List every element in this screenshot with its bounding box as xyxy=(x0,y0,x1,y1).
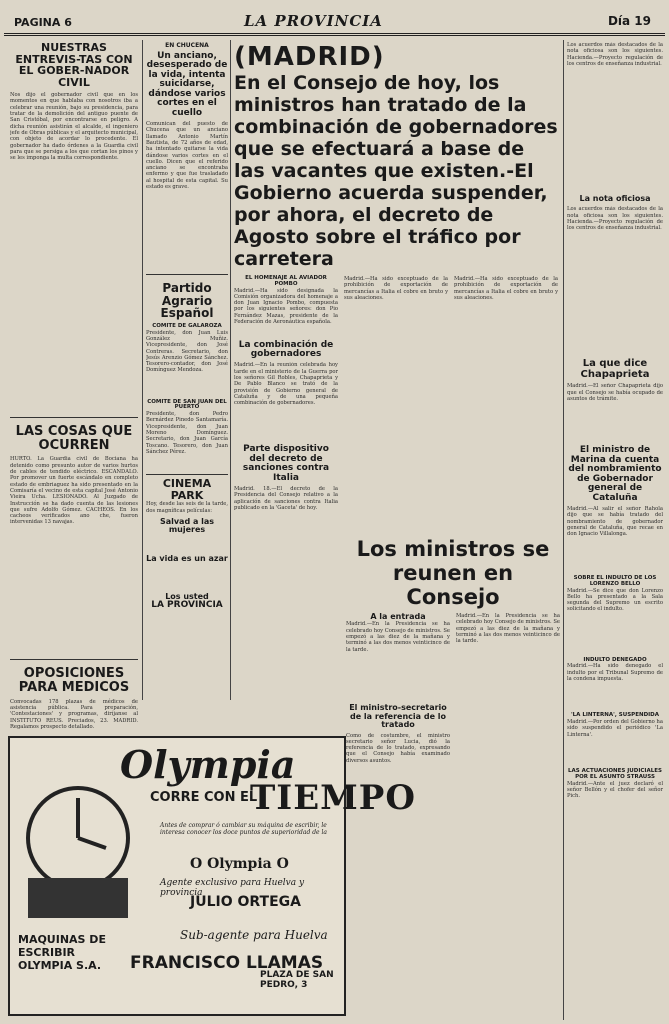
kicker: EN CHUCENA xyxy=(165,42,209,49)
ad-agent-name: JULIO ORTEGA xyxy=(190,894,301,910)
ad-logo-text: O Olympia O xyxy=(190,856,289,872)
article-body: Madrid. 18.—El decreto de la Presidencia del Consejo relativo a la aplicación de sanciones contra Italia publicado en la 'Gaceta' de hoy. xyxy=(234,486,338,512)
column-1 xyxy=(10,42,138,732)
column-2 xyxy=(146,42,228,732)
article-body: Los acuerdos más destacados de la nota oficiosa son los siguientes. Hacienda.—Proyecto regulación de los centros de enseñanza industrial. xyxy=(567,42,663,67)
article-body: Madrid.—Se dice que don Lorenzo Bello ha presentado a la Sala segunda del Supremo un escrito solicitando el indulto. xyxy=(567,587,663,613)
main-headline: En el Consejo de hoy, los ministros han tratado de la combinación de gobernadores que se efectuará a base de las vacantes que existen.-El Gobierno acuerda suspender, por ahora, el decreto de Agosto sobre el tráfico por carretera xyxy=(234,72,558,270)
column-rule xyxy=(230,40,231,700)
subhead: COMITE DE SAN JUAN DEL PUERTO xyxy=(147,398,227,411)
article-body: Como de costumbre, el ministro secretario señor Lucia, dió la referencia de lo tratado, expresando que el Consejo había examinado diversos asuntos. xyxy=(346,732,450,764)
article-body: Madrid.—En la Presidencia se ha celebrado hoy Consejo de ministros. Se empezó a las diez de la mañana y terminó a las dos menos veinticinco de la tarde. xyxy=(456,613,560,645)
section-title: (MADRID) xyxy=(234,42,385,72)
subhead: INDULTO DENEGADO xyxy=(583,656,647,663)
film-title: LA PROVINCIA xyxy=(151,600,223,611)
ad-text: Hoy, desde las seis de la tarde, dos magníficas películas: xyxy=(146,501,228,514)
page-number: PAGINA 6 xyxy=(14,16,72,29)
subhead: LAS ACTUACIONES JUDICIALES POR EL ASUNTO STRAUSS xyxy=(568,768,662,780)
film-title: Salvad a las mujeres xyxy=(159,516,215,535)
subhead: COMITE DE GALAROZA xyxy=(152,322,222,329)
ad-subagent: Sub-agente para Huelva xyxy=(180,928,328,942)
ad-text: Antes de comprar ó cambiar su máquina de escribir, le interesa conocer los doce puntos de superioridad de la xyxy=(160,822,328,836)
film-title: La vida es un azar xyxy=(146,553,228,563)
article-body: HURTO. La Guardia civil de Bociana ha detenido como presunto autor de varios hurtos de cables de tendido eléctrico. ESCANDALO. Por promover un fuerte escándalo en completo estado de embriaguez ha sido presentado en la Comisaría el vecino de esta capital José Antonio Vieira Ucha. LESIONADO. Al Juzgado de Instrucción se ha dado cuenta de las lesiones que sufre Adolfo Gómez. CACHEOS. En los cacheos verificados ano che, fueron intervenidas 13 navajas. xyxy=(10,456,138,526)
ad-address: PLAZA DE SAN PEDRO, 3 xyxy=(260,970,334,990)
column-rule xyxy=(563,40,564,1020)
subhead: A la entrada xyxy=(370,612,426,621)
column-4 xyxy=(567,42,663,1022)
article-body: Presidente, don Juan Luis González Muñiz. Vicepresidente, don José Contreras. Secretario, don Jesús Arenzio Gómez Sánchez. Tesorero-contador, don José Domínguez Mendoza. xyxy=(146,329,228,374)
date-label: Día 19 xyxy=(607,14,651,28)
article-headline: OPOSICIONES PARA MEDICOS xyxy=(18,666,130,696)
masthead: LA PROVINCIA xyxy=(244,12,383,30)
ad-company: MAQUINAS DE ESCRIBIR OLYMPIA S.A. xyxy=(18,933,106,972)
main-article-columns xyxy=(234,276,560,546)
subhead: Parte dispositivo del decreto de sanciones contra Italia xyxy=(242,444,330,483)
ad-tagline: CORRE CON EL xyxy=(150,790,258,805)
article-headline: El ministro de Marina da cuenta del nombramiento de Gobernador general de Cataluña xyxy=(568,445,662,503)
film-title: Los usted xyxy=(165,592,209,601)
article-body: Madrid.—En la reunión celebrada hoy tarde en el ministerio de la Guerra por los señores Gil Robles, Chapaprieta y De Pablo Blanco se trató de la provisión de Gobierno general de Cataluña y de una pequeña combinación de gobernadores. xyxy=(234,362,338,407)
article-body: Nos dijo el gobernador civil que en los momentos en que hablaba con nosotros iba a celebrar una reunión, bajo su presidencia, para tratar de la demolición del antiguo puente de San Cristóbal, por encontrarse en peligro. A dicha reunión asistirán el alcalde, el ingeniero jefe de Obras públicas y el arquitecto municipal, con objeto de acordar lo procedente. El gobernador ha dado órdenes a la Guardia civil para que se persiga a los que cortan los pinos y se les imponga la multa correspondiente. xyxy=(10,92,138,162)
consejo-article xyxy=(346,537,560,764)
article-headline: NUESTRAS ENTREVIS-TAS CON EL GOBER-NADOR CIVIL xyxy=(15,42,133,89)
page-header xyxy=(4,8,665,36)
cinema-ad xyxy=(146,474,228,611)
ad-subagent-name: FRANCISCO LLAMAS xyxy=(130,953,324,973)
article-body: Madrid.—Ha sido designada la Comisión organizadora del homenaje a don Juan Ignacio Pombo, compuesta por los siguientes señores: don Pio Fernández Mazas, presidente de la Federación de Aeronáutica española. xyxy=(234,287,338,326)
article-body: Convocadas 178 plazas de médicos de asistencia pública. Para preparación, 'Contestaciones' y programas, diríjanse al INSTITUTO REUS. Preciados, 23. MADRID. Regalamos prospecto detallado. xyxy=(10,698,138,730)
ad-agent: Agente exclusivo para Huelva y provincia xyxy=(160,878,305,898)
subhead: SOBRE EL INDULTO DE LOS LORENZO BELLO xyxy=(573,575,657,587)
article-body: Madrid.—Ha sido exceptuado de la prohibición de exportación de mercancías a Italia el cobre en bruto y sus aleaciones. xyxy=(454,276,558,301)
subhead: La combinación de gobernadores xyxy=(238,339,334,359)
column-rule xyxy=(142,40,143,700)
typewriter-icon xyxy=(18,778,138,928)
ad-title: CINEMA PARK xyxy=(162,477,212,502)
ad-brand: Olympia xyxy=(120,742,296,787)
article-body: Madrid.—Al salir el señor Rahola dijo que se había tratado del nombramiento de gobernador general de Cataluña, que recae en don Ignacio Villalonga. xyxy=(567,506,663,538)
subhead: EL HOMENAJE AL AVIADOR POMBO xyxy=(245,275,327,287)
article-body: Madrid.—Ha sido exceptuado de la prohibición de exportación de mercancías a Italia el cobre en bruto y sus aleaciones. xyxy=(344,276,448,301)
article-headline: Un anciano, desesperado de la vida, intenta suicidarse, dándose varios cortes en el cuello xyxy=(146,51,228,118)
article-body: Presidente, don Pedro Bernárdez Pinedo Santamaría. Vicepresidente, don Juan Moreno Domínguez. Secretario, don Juan García Toscano. Tesorero, don Juan Sánchez Pérez. xyxy=(146,411,228,455)
article-body: Madrid.—Ante el juez declaró el señor Bellón y el chofer del señor Pich. xyxy=(567,780,663,800)
article-headline: LAS COSAS QUE OCURREN xyxy=(15,424,133,453)
article-body: Madrid.—El señor Chapaprieta dijo que el Consejo se había ocupado de asuntos de trámite. xyxy=(567,383,663,402)
subhead: 'LA LINTERNA', SUSPENDIDA xyxy=(570,712,660,719)
article-body: Los acuerdos más destacados de la nota oficiosa son los siguientes. Hacienda.—Proyecto regulación de los centros de enseñanza industrial. xyxy=(567,206,663,232)
subhead: El ministro-secretario de la referencia de lo tratado xyxy=(349,703,447,730)
article-headline: La nota oficiosa xyxy=(579,194,651,203)
ad-tiempo: TIEMPO xyxy=(250,778,416,818)
article-headline: Partido Agrario Español xyxy=(160,281,214,321)
article-body: Comunican del puesto de Chucena que un anciano llamado Antonio Martín Bautista, de 72 años de edad, ha intentado quitarse la vida dándose varios cortes en el cuello. Dicen que el referido anciano se encontraba enfermo y que fue trasladado al hospital de esta capital. Su estado es grave. xyxy=(146,121,228,191)
article-body: Madrid.—Ha sido denegado el indulto por el Tribunal Supremo de la condena impuesta. xyxy=(567,663,663,682)
article-headline: La que dice Chapaprieta xyxy=(580,358,650,380)
article-body: Madrid.—Por orden del Gobierno ha sido suspendido el periódico 'La Linterna'. xyxy=(567,719,663,738)
article-body: Madrid.—En la Presidencia se ha celebrado hoy Consejo de ministros. Se empezó a las diez de la mañana y terminó a las dos menos veinticinco de la tarde. xyxy=(346,621,450,653)
article-headline: Los ministros se reunen en Consejo xyxy=(356,537,550,609)
